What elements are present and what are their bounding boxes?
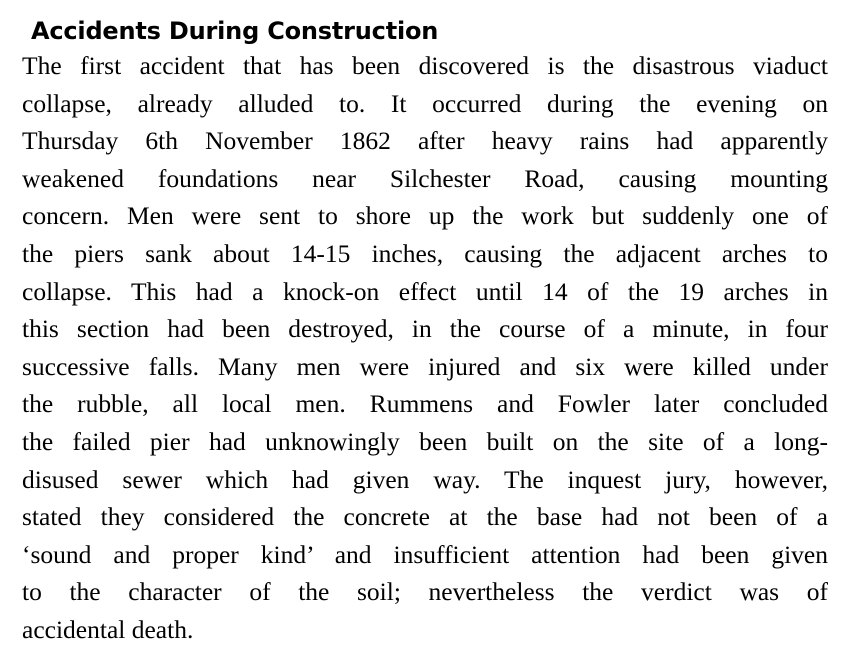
paragraph-line: Thursday 6th November 1862 after heavy rains had apparently bbox=[22, 126, 828, 156]
section-heading: Accidents During Construction bbox=[31, 17, 439, 45]
paragraph-line: the failed pier had unknowingly been built on the site of a long- bbox=[22, 426, 828, 456]
paragraph-line-last: accidental death. bbox=[22, 614, 194, 644]
paragraph-line: ‘sound and proper kind’ and insufficient attention had been given bbox=[22, 539, 828, 569]
paragraph-line: collapse. This had a knock-on effect until 14 of the 19 arches in bbox=[22, 276, 828, 306]
body-paragraph bbox=[22, 47, 828, 649]
paragraph-line: concern. Men were sent to shore up the work but suddenly one of bbox=[22, 201, 828, 231]
paragraph-line: this section had been destroyed, in the course of a minute, in four bbox=[22, 314, 828, 344]
paragraph-line: disused sewer which had given way. The inquest jury, however, bbox=[22, 464, 828, 494]
paragraph-line: The first accident that has been discovered is the disastrous viaduct bbox=[22, 51, 828, 80]
paragraph-line: successive falls. Many men were injured and six were killed under bbox=[22, 351, 828, 381]
paragraph-line: the rubble, all local men. Rummens and Fowler later concluded bbox=[22, 389, 828, 419]
paragraph-line: the piers sank about 14-15 inches, causing the adjacent arches to bbox=[22, 238, 828, 268]
paragraph-line: stated they considered the concrete at the base had not been of a bbox=[22, 502, 828, 532]
paragraph-line: weakened foundations near Silchester Road, causing mounting bbox=[22, 163, 828, 193]
paragraph-line: collapse, already alluded to. It occurred during the evening on bbox=[22, 88, 828, 118]
paragraph-line: to the character of the soil; nevertheless the verdict was of bbox=[22, 577, 828, 607]
